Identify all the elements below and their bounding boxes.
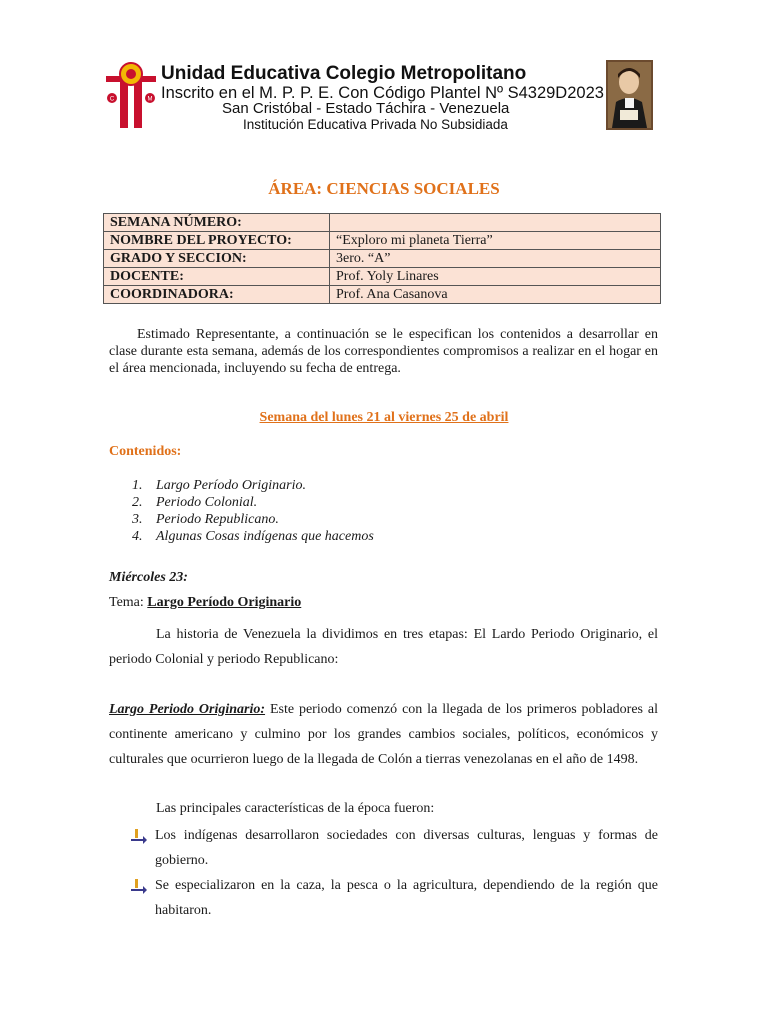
tema-title: Largo Período Originario <box>147 595 302 610</box>
list-item <box>132 511 374 528</box>
table-row <box>104 214 661 232</box>
bullet-arrow-icon <box>130 877 148 895</box>
item-text: Largo Período Originario. <box>156 478 306 493</box>
row-value: “Exploro mi planeta Tierra” <box>330 232 661 250</box>
row-label: GRADO Y SECCION: <box>104 250 330 268</box>
row-value <box>330 214 661 232</box>
item-text: Algunas Cosas indígenas que hacemos <box>156 529 374 544</box>
school-location: San Cristóbal - Estado Táchira - Venezuela <box>222 100 510 117</box>
item-number: 2. <box>132 495 143 510</box>
lpo-paragraph <box>109 697 658 772</box>
tema-line <box>109 595 301 611</box>
school-type: Institución Educativa Privada No Subsidiada <box>243 117 508 132</box>
school-logo <box>106 62 156 130</box>
logo-letter-m: M <box>147 96 153 103</box>
school-registration: Inscrito en el M. P. P. E. Con Código Plantel Nº S4329D2023 <box>161 84 604 102</box>
item-number: 3. <box>132 512 143 527</box>
list-item <box>132 494 374 511</box>
item-text: Periodo Republicano. <box>156 512 279 527</box>
item-text: Periodo Colonial. <box>156 495 258 510</box>
bullet-text: Los indígenas desarrollaron sociedades con diversas culturas, lenguas y formas de gobierno. <box>155 828 658 868</box>
row-value: Prof. Ana Casanova <box>330 286 661 304</box>
row-label: SEMANA NÚMERO: <box>104 214 330 232</box>
lpo-label: Largo Periodo Originario: <box>109 702 266 717</box>
list-item <box>132 477 374 494</box>
table-row <box>104 232 661 250</box>
characteristics-intro: Las principales características de la época fueron: <box>156 801 435 816</box>
bullet-text: Se especializaron en la caza, la pesca o la agricultura, dependiendo de la región que habitaron. <box>155 878 658 918</box>
row-label: COORDINADORA: <box>104 286 330 304</box>
info-table <box>103 213 661 304</box>
table-row <box>104 286 661 304</box>
item-number: 1. <box>132 478 143 493</box>
portrait-image <box>606 60 653 130</box>
intro-paragraph: Estimado Representante, a continuación se le especifican los contenidos a desarrollar en clase durante esta semana, además de los correspondientes compromisos a realizar en el hogar en el área mencionada, incluyendo su fecha de entrega. <box>109 327 658 376</box>
row-label: DOCENTE: <box>104 268 330 286</box>
table-row <box>104 250 661 268</box>
contents-heading: Contenidos: <box>109 444 182 459</box>
list-item <box>132 528 374 545</box>
lpo-text: Este periodo comenzó con la llegada de los primeros pobladores al continente americano y culmino por los grandes cambios sociales, políticos, económicos y culturales que ocurrieron luego de la llegada de Colón a tierras venezolanas en el año de 1498. <box>109 702 658 767</box>
school-name: Unidad Educativa Colegio Metropolitano <box>161 63 527 84</box>
area-title: ÁREA: CIENCIAS SOCIALES <box>268 179 500 198</box>
week-heading: Semana del lunes 21 al viernes 25 de abril <box>259 410 509 425</box>
contents-list <box>132 477 374 545</box>
row-value: 3ero. “A” <box>330 250 661 268</box>
row-value: Prof. Yoly Linares <box>330 268 661 286</box>
day-heading: Miércoles 23: <box>109 570 188 585</box>
table-row <box>104 268 661 286</box>
history-paragraph: La historia de Venezuela la dividimos en tres etapas: El Lardo Periodo Originario, el periodo Colonial y periodo Republicano: <box>109 627 658 667</box>
logo-letter-c: C <box>109 96 115 103</box>
row-label: NOMBRE DEL PROYECTO: <box>104 232 330 250</box>
tema-label: Tema: <box>109 595 144 610</box>
item-number: 4. <box>132 529 143 544</box>
bullet-arrow-icon <box>130 827 148 845</box>
